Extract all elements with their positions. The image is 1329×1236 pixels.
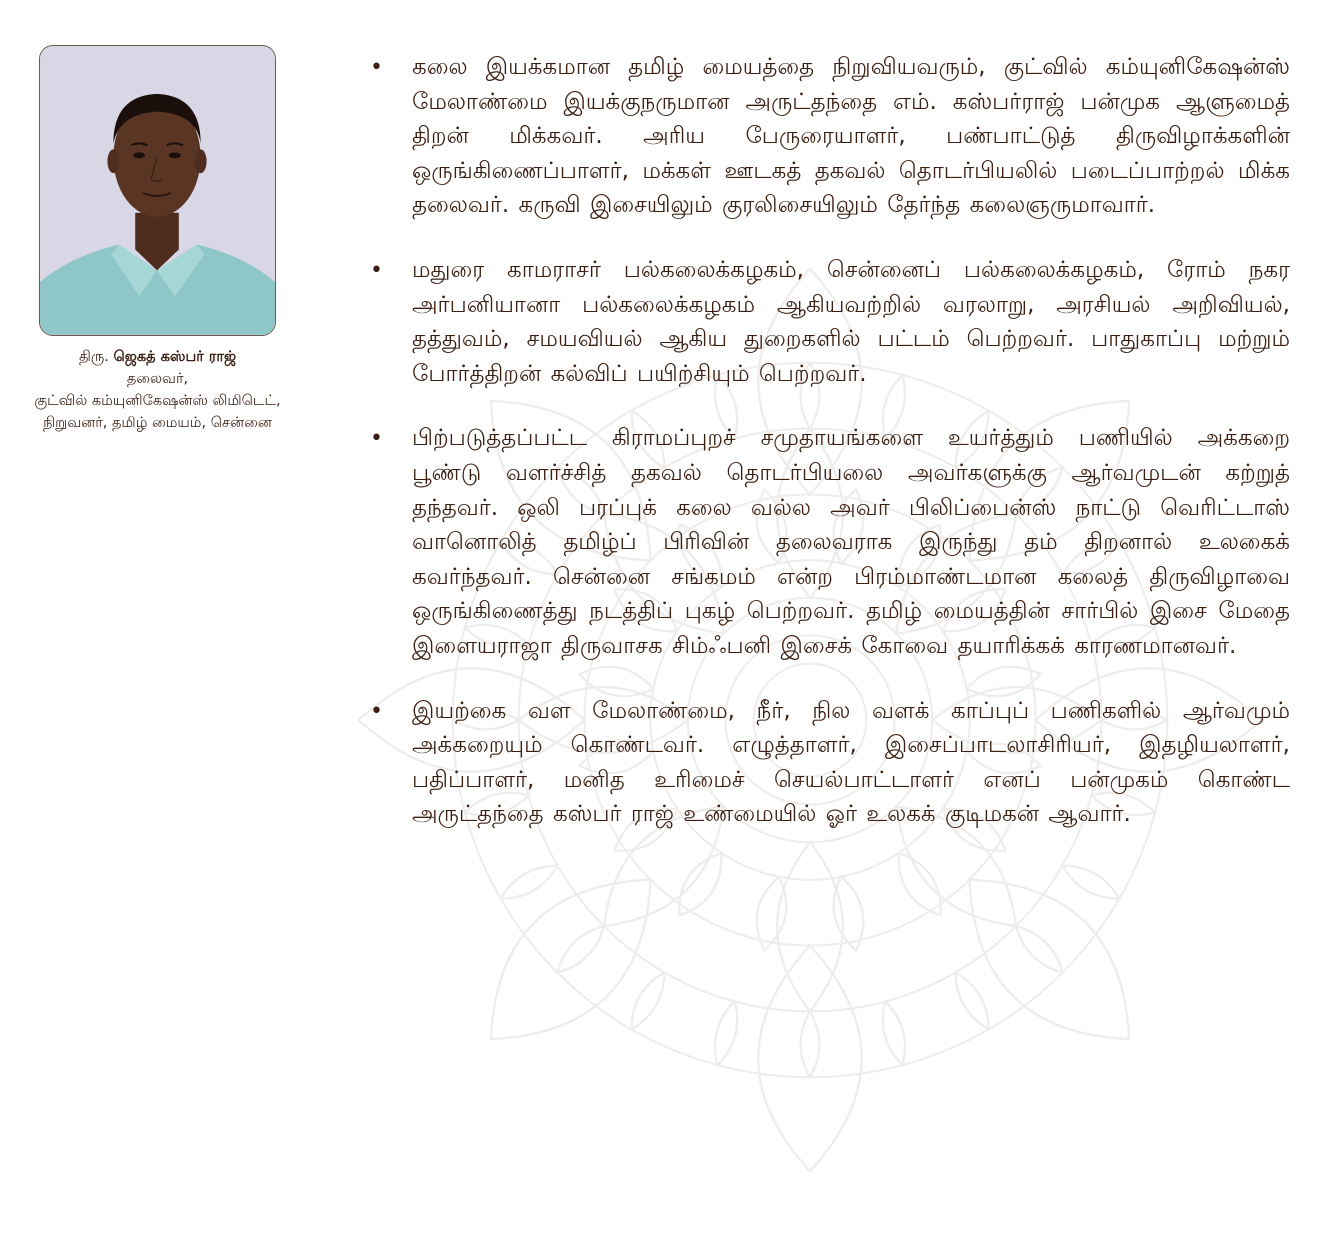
mandala-petal (496, 858, 562, 907)
caption-title: தலைவர், (126, 371, 189, 387)
bullet-icon: • (370, 426, 383, 452)
biography-point-text: இயற்கை வள மேலாண்மை, நீர், நில வளக் காப்புப் பணிகளில் ஆர்வமும் அக்கறையும் கொண்டவர். எழுத்தாளர், இசைப்பாடலாசிரியர், இதழியலாளர், பதிப்பாளர், மனித உரிமைச் செயல்பாட்டாளர் எனப் பன்முகம் கொண்ட அருட்தந்தை கஸ்பர் ராஜ் உண்மையில் ஓர் உலகக் குடிமகன் ஆவார். (412, 697, 1290, 828)
mandala-petal (708, 999, 743, 1067)
mandala-petal (1058, 858, 1124, 907)
biography-point (362, 421, 1290, 663)
caption-founder: நிறுவனர், தமிழ் மையம், சென்னை (43, 415, 272, 431)
biography-point-text: கலை இயக்கமான தமிழ் மையத்தை நிறுவியவரும், குட்வில் கம்யுனிகேஷன்ஸ் மேலாண்மை இயக்குநருமான அருட்தந்தை எம். கஸ்பர்ராஜ் பன்முக ஆளுமைத் திறன் மிக்கவர். அரிய பேருரையாளர், பண்பாட்டுத் திருவிழாக்களின் ஒருங்கிணைப்பாளர், மக்கள் ஊடகத் தகவல் தொடர்பியலில் படைப்பாற்றல் மிக்க தலைவர். கருவி இசையிலும் குரலிசையிலும் தேர்ந்த கலைஞருமாவார். (412, 54, 1290, 219)
mandala-petal (551, 919, 611, 979)
mandala-petal (623, 968, 672, 1034)
portrait-image (40, 46, 275, 335)
mandala-petal (777, 842, 843, 1011)
biography-point (362, 694, 1290, 832)
caption-name-line (10, 346, 305, 368)
biography-point (362, 253, 1290, 391)
bullet-icon: • (370, 257, 383, 283)
biography-point-text: பிற்படுத்தப்பட்ட கிராமப்புறச் சமுதாயங்களை உயர்த்தும் பணியில் அக்கறை பூண்டு வளர்ச்சித் தகவல் தொடர்பியலை அவர்களுக்கு ஆர்வமுடன் கற்றுத் தந்தவர். ஒலி பரப்புக் கலை வல்ல அவர் பிலிப்பைன்ஸ் நாட்டு வெரிட்டாஸ் வானொலித் தமிழ்ப் பிரிவின் தலைவராக இருந்து தம் திறனால் உலகைக் கவர்ந்தவர். சென்னை சங்கமம் என்ற பிரம்மாண்டமான கலைத் திருவிழாவை ஒருங்கிணைத்து நடத்திப் புகழ் பெற்றவர். தமிழ் மையத்தின் சார்பில் இசை மேதை இளையராஜா திருவாசக சிம்ஃபனி இசைக் கோவை தயாரிக்கக் காரணமானவர். (412, 425, 1290, 659)
mandala-petal (758, 946, 861, 1172)
photo-caption (10, 346, 305, 434)
mandala-petal (801, 1011, 820, 1077)
mandala-petal (827, 874, 869, 953)
bullet-icon: • (370, 698, 383, 724)
caption-honorific: திரு. (78, 349, 114, 365)
profile-photo (39, 45, 276, 336)
mandala-petal (876, 999, 911, 1067)
biography-point (362, 50, 1290, 223)
mandala-petal (1009, 919, 1069, 979)
mandala-petal (750, 874, 792, 953)
caption-name: ஜெகத் கஸ்பர் ராஜ் (113, 349, 237, 365)
biography-point-text: மதுரை காமராசர் பல்கலைக்கழகம், சென்னைப் பல்கலைக்கழகம், ரோம் நகர அர்பனியானா பல்கலைக்கழகம் ஆகியவற்றில் வரலாறு, அரசியல் அறிவியல், தத்துவம், சமயவியல் ஆகிய துறைகளில் பட்டம் பெற்றவர். பாதுகாப்பு மற்றும் போர்த்திறன் கல்விப் பயிற்சியும் பெற்றவர். (412, 256, 1290, 387)
bullet-icon: • (370, 55, 383, 80)
mandala-petal (454, 843, 687, 1076)
mandala-petal (933, 843, 1166, 1076)
biography-list (362, 50, 1290, 862)
mandala-petal (948, 968, 997, 1034)
caption-company: குட்வில் கம்யுனிகேஷன்ஸ் லிமிடெட், (34, 393, 281, 409)
